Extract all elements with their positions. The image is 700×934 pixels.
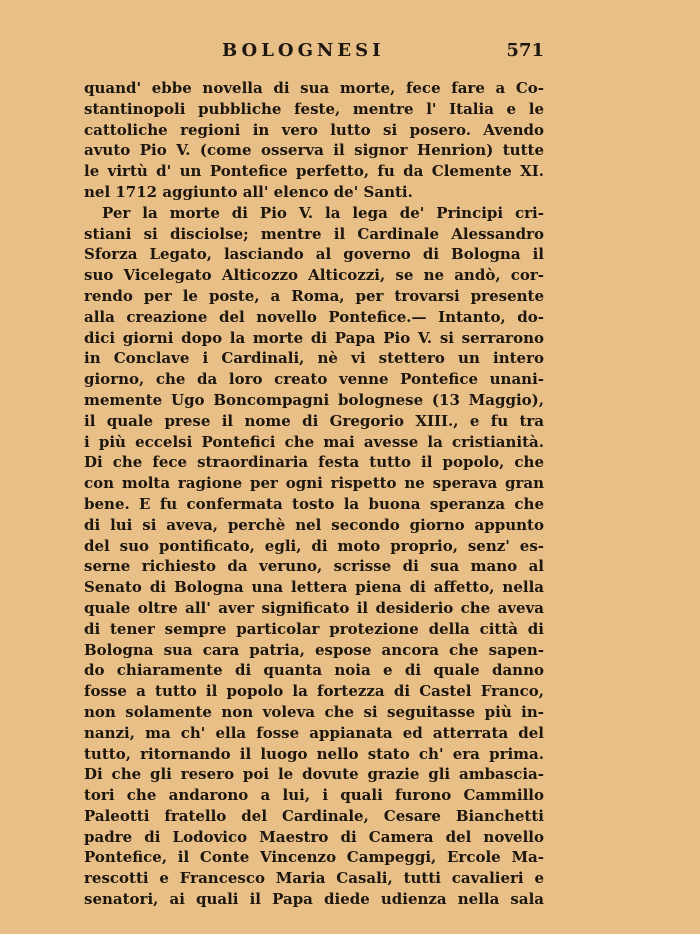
- text-line: stantinopoli pubbliche feste, mentre l' Italia e le: [84, 99, 544, 118]
- text-line: con molta ragione per ogni rispetto ne sperava gran: [84, 474, 544, 493]
- text-line: Bologna sua cara patria, espose ancora che sapen-: [84, 640, 544, 659]
- text-line: avuto Pio V. (come osserva il signor Henrion) tutte: [84, 141, 544, 160]
- text-line: tori che andarono a lui, i quali furono Cammillo: [84, 786, 544, 805]
- text-line: padre di Lodovico Maestro di Camera del novello: [84, 827, 544, 846]
- text-line: Senato di Bologna una lettera piena di affetto, nella: [84, 578, 544, 597]
- text-line: cattoliche regioni in vero lutto si posero. Avendo: [84, 120, 544, 139]
- text-line: Di che gli resero poi le dovute grazie gli ambascia-: [84, 765, 544, 784]
- text-line: Di che fece straordinaria festa tutto il popolo, che: [84, 453, 544, 472]
- text-line: del suo pontificato, egli, di moto proprio, senz' es-: [84, 536, 544, 555]
- text-line: suo Vicelegato Alticozzo Alticozzi, se ne andò, cor-: [84, 266, 544, 285]
- text-line: le virtù d' un Pontefice perfetto, fu da Clemente XI.: [84, 162, 544, 181]
- text-line: memente Ugo Boncompagni bolognese (13 Maggio),: [84, 390, 544, 409]
- page-header: [84, 40, 544, 68]
- running-head: BOLOGNESI: [222, 40, 385, 61]
- text-line: nanzi, ma ch' ella fosse appianata ed atterrata del: [84, 723, 544, 742]
- text-line: nel 1712 aggiunto all' elenco de' Santi.: [84, 182, 413, 201]
- text-line: tutto, ritornando il luogo nello stato ch' era prima.: [84, 744, 544, 763]
- text-line: fosse a tutto il popolo la fortezza di Castel Franco,: [84, 682, 544, 701]
- text-line: bene. E fu confermata tosto la buona speranza che: [84, 494, 544, 513]
- text-line: alla creazione del novello Pontefice.— Intanto, do-: [84, 307, 544, 326]
- text-line: serne richiesto da veruno, scrisse di sua mano al: [84, 557, 544, 576]
- text-line: rendo per le poste, a Roma, per trovarsi presente: [84, 286, 544, 305]
- text-line: in Conclave i Cardinali, nè vi stettero un intero: [84, 349, 544, 368]
- text-line: stiani si disciolse; mentre il Cardinale Alessandro: [84, 224, 544, 243]
- text-line: senatori, ai quali il Papa diede udienza nella sala: [84, 890, 544, 909]
- text-line: Pontefice, il Conte Vincenzo Campeggi, Ercole Ma-: [84, 848, 544, 867]
- page-number: 571: [506, 40, 544, 61]
- text-line: di tener sempre particolar protezione della città di: [84, 619, 544, 638]
- text-line: Paleotti fratello del Cardinale, Cesare Bianchetti: [84, 806, 544, 825]
- text-line: do chiaramente di quanta noia e di quale danno: [84, 661, 544, 680]
- text-line: giorno, che da loro creato venne Pontefice unani-: [84, 370, 544, 389]
- text-line: il quale prese il nome di Gregorio XIII., e fu tra: [84, 411, 544, 430]
- text-line: rescotti e Francesco Maria Casali, tutti cavalieri e: [84, 869, 544, 888]
- text-line: dici giorni dopo la morte di Papa Pio V. si serrarono: [84, 328, 544, 347]
- text-line: Per la morte di Pio V. la lega de' Principi cri-: [102, 203, 544, 222]
- text-line: Sforza Legato, lasciando al governo di Bologna il: [84, 245, 544, 264]
- text-line: quale oltre all' aver significato il desiderio che aveva: [84, 598, 544, 617]
- body-text: [84, 78, 544, 910]
- text-line: di lui si aveva, perchè nel secondo giorno appunto: [84, 515, 544, 534]
- text-line: quand' ebbe novella di sua morte, fece fare a Co-: [84, 79, 544, 97]
- text-line: i più eccelsi Pontefici che mai avesse la cristianità.: [84, 432, 544, 451]
- text-line: non solamente non voleva che si seguitasse più in-: [84, 702, 544, 721]
